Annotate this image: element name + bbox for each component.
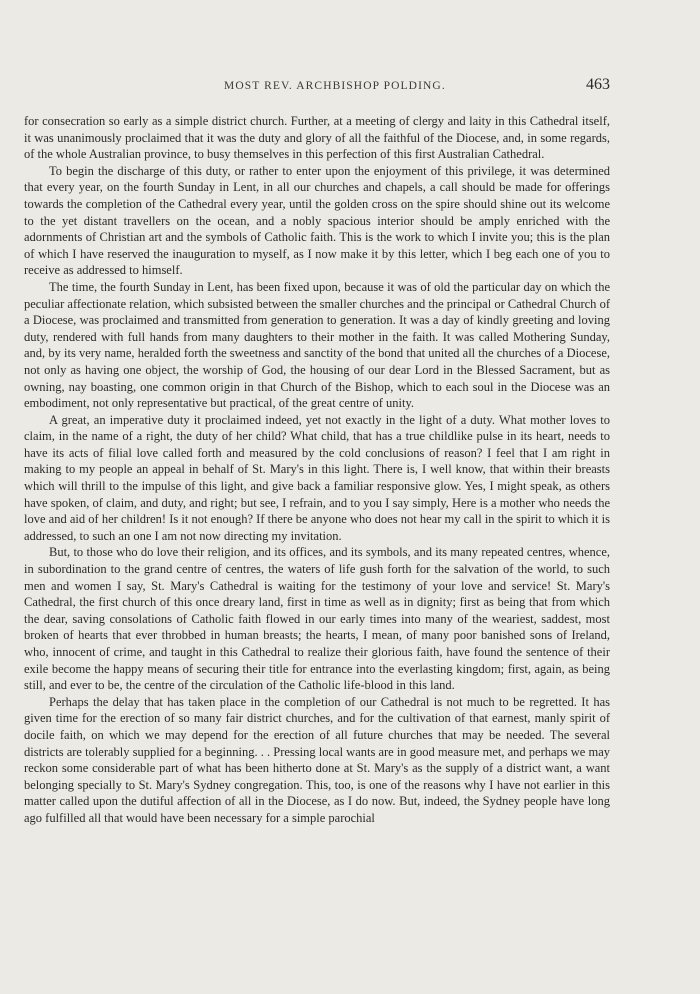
body-text	[24, 113, 610, 827]
running-head: MOST REV. ARCHBISHOP POLDING.	[224, 80, 446, 92]
page-number: 463	[586, 76, 610, 93]
paragraph: Perhaps the delay that has taken place in the completion of our Cathedral is not much to be regretted. It has given time for the erection of so many fair district churches, and for the cultivation of that earnest, manly spirit of docile faith, on which we may depend for the erection of all future churches that may be needed. The several districts are tolerably supplied for a beginning. . . Pressing local wants are in good measure met, and perhaps we may reckon some considerable part of what has been hitherto done at St. Mary's as the supply of a district want, a want belonging specially to St. Mary's Sydney congregation. This, too, is one of the reasons why I have not earlier in this matter called upon the dutiful affection of all in the Diocese, as I do now. But, indeed, the Sydney people have long ago fulfilled all that would have been necessary for a simple parochial	[24, 694, 610, 825]
paragraph: The time, the fourth Sunday in Lent, has been fixed upon, because it was of old the particular day on which the peculiar affectionate relation, which subsisted between the smaller churches and the principal or Cathedral Church of a Diocese, was proclaimed and transmitted from generation to generation. It was a day of kindly greeting and loving duty, rendered with full hands from many daughters to their mother in the faith. It was called Mothering Sunday, and, by its very name, heralded forth the sweetness and sanctity of the bond that united all the churches of a Diocese, not only as having one object, the worship of God, the housing of our dear Lord in the Blessed Sacrament, but as owning, nay boasting, one common origin in that Church of the Bishop, which to each soul in the Diocese was an embodiment, not only representative but practical, of the great centre of unity.	[24, 279, 610, 411]
paragraph: for consecration so early as a simple district church. Further, at a meeting of clergy and laity in this Cathedral itself, it was unanimously proclaimed that it was the duty and glory of all the faithful of the Diocese, and, in some regards, of the whole Australian province, to busy themselves in this perfection of this first Australian Cathedral.	[24, 114, 610, 162]
paragraph: To begin the discharge of this duty, or rather to enter upon the enjoyment of this privilege, it was determined that every year, on the fourth Sunday in Lent, in all our churches and chapels, a call should be made for offerings towards the completion of the Cathedral every year, until the golden cross on the spire should shine out its welcome to the yet distant travellers on the ocean, and a nobly spacious interior should be amply enriched with the adornments of Christian art and the symbols of Catholic faith. This is the work to which I invite you; this is the plan of which I have reserved the inauguration to myself, as I now make it by this letter, which I beg each one of you to receive as addressed to himself.	[24, 163, 610, 278]
paragraph: A great, an imperative duty it proclaimed indeed, yet not exactly in the light of a duty. What mother loves to claim, in the name of a right, the duty of her child? What child, that has a true childlike pulse in its heart, needs to have its acts of filial love called forth and measured by the cold conclusions of reason? I feel that I am right in making to my people an appeal in behalf of St. Mary's in this light. There is, I well know, that within their breasts which will thrill to the impulse of this light, and give back a familiar responsive glow. Yes, I might speak, as others have spoken, of claim, and duty, and right; but see, I refrain, and to you I say simply, Here is a mother who needs the love and aid of her children! Is it not enough? If there be anyone who does not hear my call in the spirit to which it is addressed, to such an one I am not now directing my invitation.	[24, 412, 610, 543]
paragraph: But, to those who do love their religion, and its offices, and its symbols, and its many repeated centres, whence, in subordination to the grand centre of centres, the waters of life gush forth for the salvation of the world, to such men and women I say, St. Mary's Cathedral is waiting for the testimony of your love and service! St. Mary's Cathedral, the first church of this once dreary land, first in time as well as in dignity; first as being that from which the dear, saving consolations of Catholic faith flowed in our early times into many of the weariest, saddest, most broken of hearts that ever throbbed in human breasts; the hearts, I mean, of many poor banished sons of Ireland, who, innocent of crime, and taught in this Cathedral to realize their glorious faith, have found the sentence of their exile become the happy means of securing their title for entrance into the everlasting kingdom; first, again, as being still, and ever to be, the centre of the circulation of the Catholic life-blood in this land.	[24, 545, 610, 693]
